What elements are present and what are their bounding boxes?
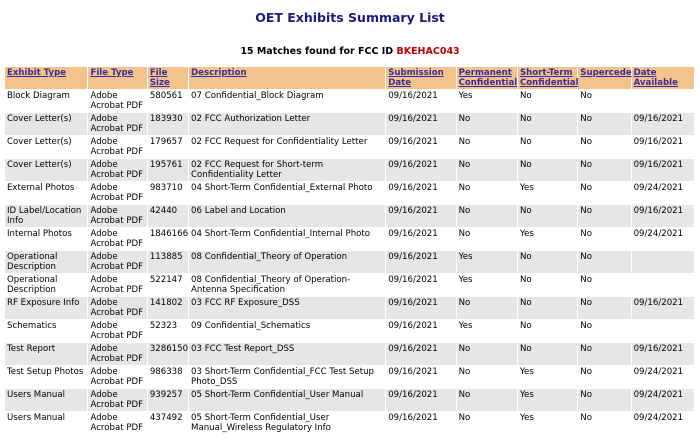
exhibits-table xyxy=(4,66,695,435)
file-size-cell: 522147 xyxy=(148,274,188,296)
exhibit-type-cell: Cover Letter(s) xyxy=(5,136,87,158)
submission-date-cell: 09/16/2021 xyxy=(386,251,455,273)
supercede-cell: No xyxy=(578,320,630,342)
column-header-exhibit-type xyxy=(5,67,87,89)
supercede-cell: No xyxy=(578,366,630,388)
short-term-confidential-cell: No xyxy=(518,90,577,112)
column-header-submission-date xyxy=(386,67,455,89)
table-row xyxy=(5,251,694,273)
table-row xyxy=(5,389,694,411)
date-available-cell: 09/16/2021 xyxy=(632,205,694,227)
file-type-cell: Adobe Acrobat PDF xyxy=(88,297,146,319)
permanent-confidential-cell: No xyxy=(457,389,517,411)
short-term-confidential-cell: No xyxy=(518,136,577,158)
column-header-date-available xyxy=(632,67,694,89)
matches-text: 15 Matches found for FCC ID xyxy=(240,46,394,57)
file-type-cell: Adobe Acrobat PDF xyxy=(88,90,146,112)
date-available-cell xyxy=(632,274,694,296)
submission-date-cell: 09/16/2021 xyxy=(386,366,455,388)
column-header-permanent-confidential xyxy=(457,67,517,89)
date-available-cell xyxy=(632,90,694,112)
exhibit-type-cell: Test Report xyxy=(5,343,87,365)
matches-summary xyxy=(0,46,700,60)
supercede-cell: No xyxy=(578,412,630,434)
short-term-confidential-cell: No xyxy=(518,205,577,227)
permanent-confidential-cell: Yes xyxy=(457,251,517,273)
submission-date-cell: 09/16/2021 xyxy=(386,136,455,158)
exhibit-type-cell: External Photos xyxy=(5,182,87,204)
file-type-cell: Adobe Acrobat PDF xyxy=(88,251,146,273)
permanent-confidential-cell: No xyxy=(457,366,517,388)
description-cell[interactable]: 06 Label and Location xyxy=(189,205,385,227)
exhibits-table-body xyxy=(5,90,694,434)
exhibit-type-cell: Cover Letter(s) xyxy=(5,113,87,135)
file-size-cell: 183930 xyxy=(148,113,188,135)
date-available-cell xyxy=(632,251,694,273)
permanent-confidential-cell: No xyxy=(457,159,517,181)
sort-link-exhibit-type[interactable]: Exhibit Type xyxy=(7,68,67,78)
date-available-cell: 09/24/2021 xyxy=(632,228,694,250)
submission-date-cell: 09/16/2021 xyxy=(386,274,455,296)
file-type-cell: Adobe Acrobat PDF xyxy=(88,320,146,342)
file-size-cell: 113885 xyxy=(148,251,188,273)
table-row xyxy=(5,182,694,204)
sort-link-description[interactable]: Description xyxy=(191,68,247,78)
exhibit-type-cell: Users Manual xyxy=(5,389,87,411)
header-row xyxy=(5,67,694,89)
description-cell[interactable]: 08 Confidential_Theory of Operation xyxy=(189,251,385,273)
supercede-cell: No xyxy=(578,113,630,135)
permanent-confidential-cell: No xyxy=(457,136,517,158)
date-available-cell: 09/24/2021 xyxy=(632,182,694,204)
description-cell[interactable]: 07 Confidential_Block Diagram xyxy=(189,90,385,112)
column-header-file-size xyxy=(148,67,188,89)
column-header-short-term-confidential xyxy=(518,67,577,89)
exhibit-type-cell: Operational Description xyxy=(5,274,87,296)
file-size-cell: 52323 xyxy=(148,320,188,342)
file-size-cell: 141802 xyxy=(148,297,188,319)
sort-link-submission-date[interactable]: Submission Date xyxy=(388,68,444,88)
date-available-cell: 09/16/2021 xyxy=(632,297,694,319)
short-term-confidential-cell: No xyxy=(518,159,577,181)
table-row xyxy=(5,297,694,319)
sort-link-permanent-confidential[interactable]: Permanent Confidential xyxy=(458,68,518,88)
column-header-description xyxy=(189,67,385,89)
supercede-cell: No xyxy=(578,274,630,296)
file-type-cell: Adobe Acrobat PDF xyxy=(88,205,146,227)
supercede-cell: No xyxy=(578,343,630,365)
column-header-supercede xyxy=(578,67,630,89)
table-row xyxy=(5,343,694,365)
supercede-cell: No xyxy=(578,205,630,227)
sort-link-file-size[interactable]: File Size xyxy=(149,68,170,88)
description-cell[interactable]: 03 FCC Test Report_DSS xyxy=(189,343,385,365)
table-row xyxy=(5,274,694,296)
supercede-cell: No xyxy=(578,251,630,273)
file-type-cell: Adobe Acrobat PDF xyxy=(88,412,146,434)
file-type-cell: Adobe Acrobat PDF xyxy=(88,389,146,411)
file-type-cell: Adobe Acrobat PDF xyxy=(88,343,146,365)
supercede-cell: No xyxy=(578,228,630,250)
permanent-confidential-cell: Yes xyxy=(457,274,517,296)
permanent-confidential-cell: Yes xyxy=(457,90,517,112)
submission-date-cell: 09/16/2021 xyxy=(386,90,455,112)
supercede-cell: No xyxy=(578,159,630,181)
submission-date-cell: 09/16/2021 xyxy=(386,113,455,135)
supercede-cell: No xyxy=(578,90,630,112)
description-cell[interactable]: 08 Confidential_Theory of Operation-Antenna Specification xyxy=(189,274,385,296)
table-row xyxy=(5,159,694,181)
date-available-cell: 09/24/2021 xyxy=(632,412,694,434)
file-type-cell: Adobe Acrobat PDF xyxy=(88,366,146,388)
file-type-cell: Adobe Acrobat PDF xyxy=(88,182,146,204)
exhibit-type-cell: ID Label/Location Info xyxy=(5,205,87,227)
description-cell[interactable]: 02 FCC Request for Confidentiality Letter xyxy=(189,136,385,158)
description-cell[interactable]: 04 Short-Term Confidential_Internal Photo xyxy=(189,228,385,250)
date-available-cell: 09/16/2021 xyxy=(632,159,694,181)
permanent-confidential-cell: No xyxy=(457,205,517,227)
exhibit-type-cell: Test Setup Photos xyxy=(5,366,87,388)
submission-date-cell: 09/16/2021 xyxy=(386,297,455,319)
table-row xyxy=(5,412,694,434)
permanent-confidential-cell: No xyxy=(457,228,517,250)
submission-date-cell: 09/16/2021 xyxy=(386,320,455,342)
permanent-confidential-cell: No xyxy=(457,182,517,204)
submission-date-cell: 09/16/2021 xyxy=(386,228,455,250)
table-row xyxy=(5,113,694,135)
file-type-cell: Adobe Acrobat PDF xyxy=(88,136,146,158)
column-header-file-type xyxy=(88,67,146,89)
description-cell[interactable]: 03 FCC RF Exposure_DSS xyxy=(189,297,385,319)
file-size-cell: 179657 xyxy=(148,136,188,158)
description-cell[interactable]: 05 Short-Term Confidential_User Manual_Wireless Regulatory Info xyxy=(189,412,385,434)
table-row xyxy=(5,136,694,158)
file-size-cell: 195761 xyxy=(148,159,188,181)
file-size-cell: 580561 xyxy=(148,90,188,112)
exhibit-type-cell: Operational Description xyxy=(5,251,87,273)
description-cell[interactable]: 03 Short-Term Confidential_FCC Test Setup Photo_DSS xyxy=(189,366,385,388)
submission-date-cell: 09/16/2021 xyxy=(386,182,455,204)
table-row xyxy=(5,90,694,112)
sort-link-date-available[interactable]: Date Available xyxy=(633,68,678,88)
submission-date-cell: 09/16/2021 xyxy=(386,343,455,365)
file-size-cell: 42440 xyxy=(148,205,188,227)
exhibit-type-cell: Block Diagram xyxy=(5,90,87,112)
file-size-cell: 983710 xyxy=(148,182,188,204)
file-size-cell: 939257 xyxy=(148,389,188,411)
table-row xyxy=(5,205,694,227)
table-row xyxy=(5,320,694,342)
exhibit-type-cell: Cover Letter(s) xyxy=(5,159,87,181)
description-cell[interactable]: 02 FCC Request for Short-term Confidentiality Letter xyxy=(189,159,385,181)
date-available-cell: 09/16/2021 xyxy=(632,343,694,365)
description-cell[interactable]: 09 Confidential_Schematics xyxy=(189,320,385,342)
page-title: OET Exhibits Summary List xyxy=(255,10,445,25)
short-term-confidential-cell: Yes xyxy=(518,182,577,204)
short-term-confidential-cell: No xyxy=(518,297,577,319)
submission-date-cell: 09/16/2021 xyxy=(386,159,455,181)
short-term-confidential-cell: No xyxy=(518,113,577,135)
file-size-cell: 1846166 xyxy=(148,228,188,250)
supercede-cell: No xyxy=(578,182,630,204)
submission-date-cell: 09/16/2021 xyxy=(386,205,455,227)
file-size-cell: 3286150 xyxy=(148,343,188,365)
submission-date-cell: 09/16/2021 xyxy=(386,389,455,411)
supercede-cell: No xyxy=(578,389,630,411)
date-available-cell xyxy=(632,320,694,342)
date-available-cell: 09/24/2021 xyxy=(632,389,694,411)
description-cell[interactable]: 02 FCC Authorization Letter xyxy=(189,113,385,135)
exhibit-type-cell: Users Manual xyxy=(5,412,87,434)
fcc-id: BKEHAC043 xyxy=(396,46,460,57)
supercede-cell: No xyxy=(578,297,630,319)
date-available-cell: 09/24/2021 xyxy=(632,366,694,388)
short-term-confidential-cell: No xyxy=(518,251,577,273)
sort-link-short-term-confidential[interactable]: Short-Term Confidential xyxy=(519,68,579,88)
short-term-confidential-cell: No xyxy=(518,274,577,296)
sort-link-supercede[interactable]: Supercede xyxy=(580,68,632,78)
table-row xyxy=(5,366,694,388)
file-size-cell: 986338 xyxy=(148,366,188,388)
description-cell[interactable]: 05 Short-Term Confidential_User Manual xyxy=(189,389,385,411)
file-size-cell: 437492 xyxy=(148,412,188,434)
permanent-confidential-cell: No xyxy=(457,343,517,365)
short-term-confidential-cell: Yes xyxy=(518,366,577,388)
short-term-confidential-cell: Yes xyxy=(518,228,577,250)
exhibit-type-cell: RF Exposure Info xyxy=(5,297,87,319)
date-available-cell: 09/16/2021 xyxy=(632,113,694,135)
exhibit-type-cell: Internal Photos xyxy=(5,228,87,250)
exhibit-type-cell: Schematics xyxy=(5,320,87,342)
file-type-cell: Adobe Acrobat PDF xyxy=(88,274,146,296)
table-row xyxy=(5,228,694,250)
date-available-cell: 09/16/2021 xyxy=(632,136,694,158)
permanent-confidential-cell: No xyxy=(457,412,517,434)
sort-link-file-type[interactable]: File Type xyxy=(90,68,134,78)
file-type-cell: Adobe Acrobat PDF xyxy=(88,159,146,181)
short-term-confidential-cell: Yes xyxy=(518,389,577,411)
supercede-cell: No xyxy=(578,136,630,158)
permanent-confidential-cell: Yes xyxy=(457,320,517,342)
permanent-confidential-cell: No xyxy=(457,113,517,135)
permanent-confidential-cell: No xyxy=(457,297,517,319)
file-type-cell: Adobe Acrobat PDF xyxy=(88,228,146,250)
short-term-confidential-cell: No xyxy=(518,343,577,365)
short-term-confidential-cell: Yes xyxy=(518,412,577,434)
submission-date-cell: 09/16/2021 xyxy=(386,412,455,434)
description-cell[interactable]: 04 Short-Term Confidential_External Photo xyxy=(189,182,385,204)
file-type-cell: Adobe Acrobat PDF xyxy=(88,113,146,135)
short-term-confidential-cell: No xyxy=(518,320,577,342)
